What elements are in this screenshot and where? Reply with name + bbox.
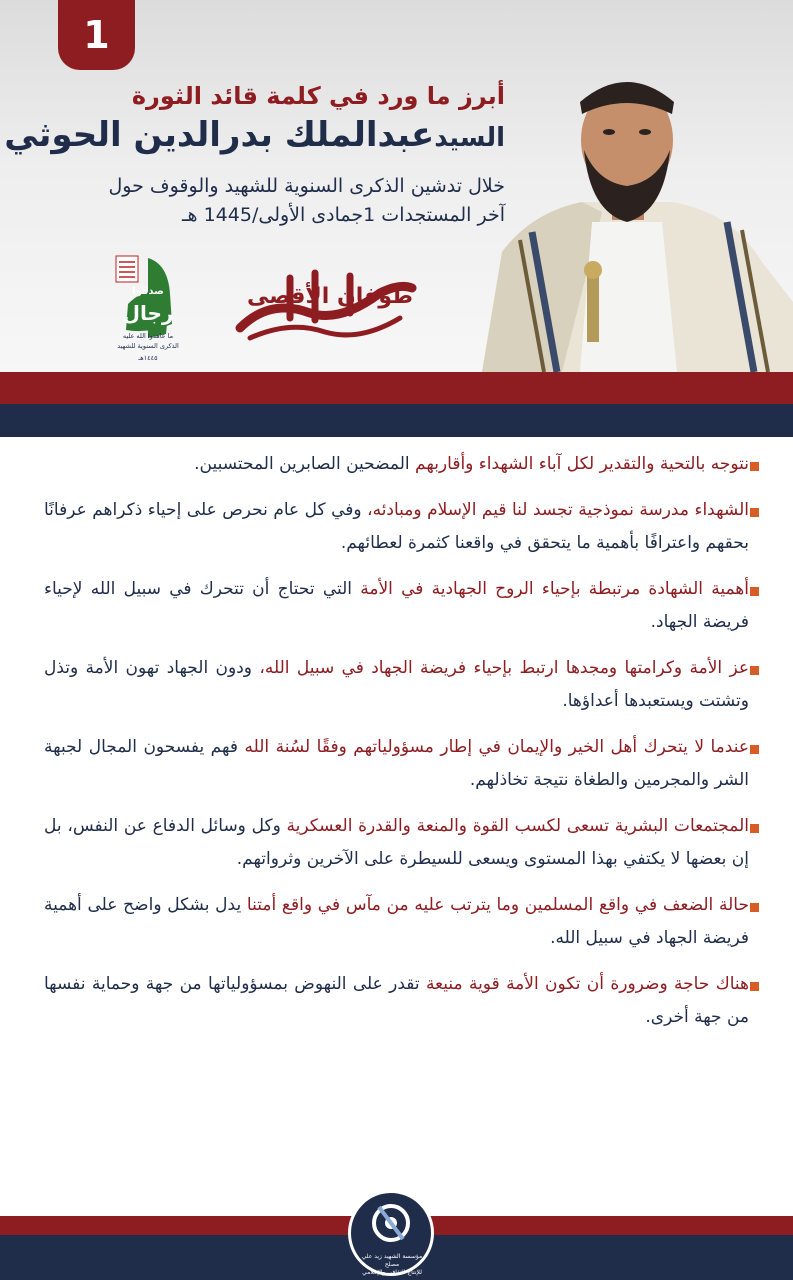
point-highlight: المجتمعات البشرية تسعى لكسب القوة والمنعة والقدرة العسكرية [286, 816, 749, 836]
title-prefix: السيد [434, 123, 505, 153]
bullet-square-icon [750, 587, 759, 596]
bullet-square-icon [750, 462, 759, 471]
rijal-year: ١٤٤٥هـ [138, 354, 158, 362]
bullet-square-icon [750, 982, 759, 991]
martyr-anniversary-logo [108, 254, 188, 366]
point-text [44, 494, 749, 560]
rijal-top-text: صدقوا [132, 286, 164, 297]
point-rest: وكل وسائل الدفاع عن النفس، بل إن بعضها لا يكتفي بهذا المستوى ويسعى للسيطرة على الآخرين وثرواتهم. [44, 816, 749, 869]
point-highlight: عندما لا يتحرك أهل الخير والإيمان في إطار مسؤولياتهم وفقًا لسُنة الله [244, 737, 749, 757]
point-rest: وفي كل عام نحرص على إحياء ذكراهم عرفانًا بحقهم واعترافًا بأهمية ما يتحقق في واقعنا كثمرة لعطائهم. [44, 500, 749, 553]
point-item [44, 889, 749, 955]
point-text [44, 968, 749, 1034]
point-text [44, 889, 749, 955]
key-points-list [44, 448, 749, 1047]
point-rest: فهم يفسحون المجال لجبهة الشر والمجرمين والطغاة نتيجة تخاذلهم. [44, 737, 749, 790]
point-highlight: نتوجه بالتحية والتقدير لكل آباء الشهداء وأقاربهم [415, 454, 749, 474]
bullet-square-icon [750, 903, 759, 912]
title-line-2 [4, 115, 505, 155]
point-item [44, 652, 749, 718]
subtitle-line-1: خلال تدشين الذكرى السنوية للشهيد والوقوف حول [108, 175, 505, 197]
divider-band-navy [0, 404, 793, 437]
foundation-name-line1: مؤسسة الشهيد زيد علي مصلح [361, 1253, 423, 1268]
aqsa-logo-text: طوفان الأقصى [247, 284, 413, 309]
point-rest: ودون الجهاد تهون الأمة وتذل وتشتت ويستعبدها أعداؤها. [44, 658, 749, 711]
bullet-square-icon [750, 745, 759, 754]
point-rest: تقدر على النهوض بمسؤولياتها من جهة وحماية نفسها من جهة أخرى. [44, 974, 749, 1027]
point-highlight: عز الأمة وكرامتها ومجدها ارتبط بإحياء فريضة الجهاد في سبيل الله، [259, 658, 749, 678]
point-item [44, 448, 749, 481]
point-text [44, 652, 749, 718]
rijal-line1: ما عاهدوا الله عليه [122, 332, 174, 340]
point-rest: يدل بشكل واضح على أهمية فريضة الجهاد في سبيل الله. [44, 895, 749, 948]
point-rest: التي تحتاج أن تتحرك في سبيل الله لإحياء فريضة الجهاد. [44, 579, 749, 632]
rijal-main-text: رجال [122, 301, 174, 325]
point-highlight: حالة الضعف في واقع المسلمين وما يترتب عليه من مآس في واقع أمتنا [246, 895, 749, 915]
point-text [44, 448, 749, 481]
point-item [44, 573, 749, 639]
speaker-portrait-image [462, 62, 793, 372]
divider-band-red [0, 372, 793, 404]
point-text [44, 810, 749, 876]
point-rest: المضحين الصابرين المحتسبين. [194, 454, 416, 474]
point-item [44, 731, 749, 797]
point-text [44, 731, 749, 797]
subtitle-line-2: آخر المستجدات 1جمادى الأولى/1445 هـ [181, 204, 505, 226]
bullet-square-icon [750, 666, 759, 675]
point-item [44, 810, 749, 876]
foundation-name [355, 1253, 429, 1277]
aqsa-flood-logo [230, 258, 420, 348]
point-highlight: الشهداء مدرسة نموذجية تجسد لنا قيم الإسلام ومبادئه، [367, 500, 749, 520]
point-item [44, 968, 749, 1034]
point-highlight: أهمية الشهادة مرتبطة بإحياء الروح الجهادية في الأمة [360, 579, 749, 599]
title-name: عبدالملك بدرالدين الحوثي [4, 115, 435, 155]
header-banner [0, 0, 793, 372]
point-text [44, 573, 749, 639]
point-item [44, 494, 749, 560]
rijal-line2: الذكرى السنوية للشهيد [117, 342, 179, 350]
film-reel-icon [351, 1193, 431, 1253]
number-badge: 1 [58, 0, 135, 70]
foundation-name-line2: للإنتاج الثقافي والإعلامي [362, 1269, 422, 1276]
title-line-1: أبرز ما ورد في كلمة قائد الثورة [131, 82, 505, 110]
bullet-square-icon [750, 824, 759, 833]
point-highlight: هناك حاجة وضرورة أن تكون الأمة قوية منيعة [425, 974, 749, 994]
bullet-square-icon [750, 508, 759, 517]
